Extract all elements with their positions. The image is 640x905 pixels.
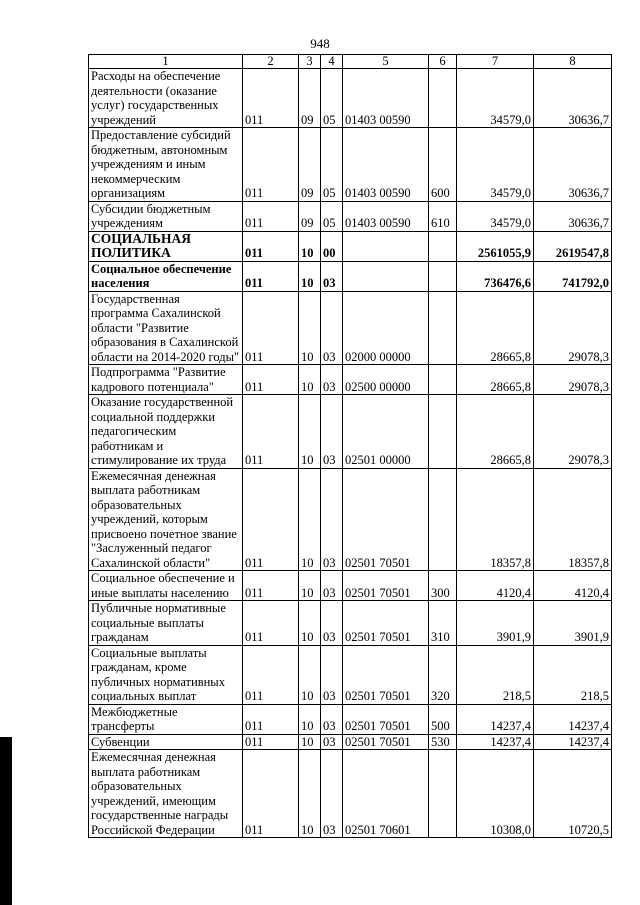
- row-name-cell: Расходы на обеспечение деятельности (оказание услуг) государственных учреждений: [89, 69, 243, 128]
- row-value-cell: 30636,7: [534, 201, 612, 231]
- row-value-cell: 34579,0: [457, 69, 534, 128]
- table-row: [89, 704, 612, 734]
- row-value-cell: 28665,8: [457, 365, 534, 395]
- row-name-cell: Социальные выплаты гражданам, кроме публичных нормативных социальных выплат: [89, 645, 243, 704]
- row-value-cell: 03: [321, 468, 343, 571]
- row-value-cell: 2619547,8: [534, 231, 612, 261]
- row-name-cell: Ежемесячная денежная выплата работникам образовательных учреждений, которым присвоено почетное звание "Заслуженный педагог Сахалинской области": [89, 468, 243, 571]
- row-value-cell: 14237,4: [534, 734, 612, 750]
- row-value-cell: 011: [243, 704, 299, 734]
- row-value-cell: 05: [321, 69, 343, 128]
- table-row: [89, 128, 612, 202]
- table-row: [89, 365, 612, 395]
- col-header: 2: [243, 55, 299, 69]
- row-value-cell: 610: [429, 201, 457, 231]
- row-value-cell: 03: [321, 645, 343, 704]
- row-name-cell: Оказание государственной социальной поддержки педагогическим работникам и стимулирование их труда: [89, 395, 243, 469]
- row-value-cell: 218,5: [534, 645, 612, 704]
- row-value-cell: [429, 395, 457, 469]
- row-value-cell: 03: [321, 734, 343, 750]
- row-value-cell: 03: [321, 704, 343, 734]
- row-value-cell: 09: [299, 128, 321, 202]
- row-value-cell: 14237,4: [534, 704, 612, 734]
- row-value-cell: 011: [243, 201, 299, 231]
- col-header: 3: [299, 55, 321, 69]
- col-header: 6: [429, 55, 457, 69]
- row-value-cell: 300: [429, 571, 457, 601]
- row-value-cell: 10: [299, 231, 321, 261]
- row-value-cell: [429, 231, 457, 261]
- row-name-cell: Ежемесячная денежная выплата работникам образовательных учреждений, имеющим государственные награды Российской Федерации: [89, 750, 243, 838]
- row-value-cell: 29078,3: [534, 395, 612, 469]
- row-value-cell: 03: [321, 261, 343, 291]
- row-value-cell: 10: [299, 601, 321, 646]
- row-value-cell: [429, 365, 457, 395]
- row-value-cell: 10: [299, 291, 321, 365]
- row-name-cell: Государственная программа Сахалинской области "Развитие образования в Сахалинской области на 2014-2020 годы": [89, 291, 243, 365]
- row-value-cell: 05: [321, 201, 343, 231]
- row-value-cell: 03: [321, 395, 343, 469]
- row-value-cell: 00: [321, 231, 343, 261]
- row-value-cell: [343, 261, 429, 291]
- row-value-cell: 10: [299, 365, 321, 395]
- row-name-cell: Предоставление субсидий бюджетным, автономным учреждениям и иным некоммерческим организациям: [89, 128, 243, 202]
- row-value-cell: 530: [429, 734, 457, 750]
- row-value-cell: 03: [321, 571, 343, 601]
- row-value-cell: 14237,4: [457, 704, 534, 734]
- table-row: [89, 261, 612, 291]
- row-value-cell: 011: [243, 645, 299, 704]
- table-row: [89, 291, 612, 365]
- row-value-cell: 011: [243, 601, 299, 646]
- row-value-cell: 09: [299, 201, 321, 231]
- row-value-cell: 320: [429, 645, 457, 704]
- row-value-cell: 30636,7: [534, 128, 612, 202]
- page-number: 948: [310, 36, 330, 51]
- row-value-cell: [429, 750, 457, 838]
- row-value-cell: 29078,3: [534, 291, 612, 365]
- row-name-cell: СОЦИАЛЬНАЯ ПОЛИТИКА: [89, 231, 243, 261]
- row-value-cell: [429, 69, 457, 128]
- table-row: [89, 231, 612, 261]
- row-value-cell: 02501 00000: [343, 395, 429, 469]
- row-value-cell: 011: [243, 468, 299, 571]
- row-value-cell: 011: [243, 571, 299, 601]
- row-value-cell: 4120,4: [457, 571, 534, 601]
- col-header: 7: [457, 55, 534, 69]
- table-row: [89, 645, 612, 704]
- table-row: [89, 571, 612, 601]
- row-value-cell: 3901,9: [534, 601, 612, 646]
- row-value-cell: 05: [321, 128, 343, 202]
- row-value-cell: 011: [243, 261, 299, 291]
- table-row: [89, 201, 612, 231]
- row-name-cell: Социальное обеспечение и иные выплаты населению: [89, 571, 243, 601]
- header-row: [89, 55, 612, 69]
- row-value-cell: 02501 70501: [343, 601, 429, 646]
- row-value-cell: 02501 70501: [343, 645, 429, 704]
- row-value-cell: 10308,0: [457, 750, 534, 838]
- row-value-cell: 011: [243, 291, 299, 365]
- row-value-cell: 02500 00000: [343, 365, 429, 395]
- row-value-cell: 01403 00590: [343, 201, 429, 231]
- row-value-cell: 10: [299, 750, 321, 838]
- row-value-cell: 011: [243, 128, 299, 202]
- table-row: [89, 69, 612, 128]
- row-value-cell: 10720,5: [534, 750, 612, 838]
- row-value-cell: 03: [321, 365, 343, 395]
- row-value-cell: 10: [299, 468, 321, 571]
- row-value-cell: 02501 70501: [343, 571, 429, 601]
- row-value-cell: 18357,8: [534, 468, 612, 571]
- row-value-cell: 736476,6: [457, 261, 534, 291]
- row-value-cell: 741792,0: [534, 261, 612, 291]
- row-value-cell: 2561055,9: [457, 231, 534, 261]
- row-value-cell: 10: [299, 734, 321, 750]
- row-value-cell: 02501 70501: [343, 734, 429, 750]
- row-value-cell: 02501 70601: [343, 750, 429, 838]
- row-name-cell: Социальное обеспечение населения: [89, 261, 243, 291]
- row-value-cell: 10: [299, 704, 321, 734]
- col-header: 1: [89, 55, 243, 69]
- scan-edge-bar: [0, 737, 12, 905]
- row-value-cell: 03: [321, 750, 343, 838]
- row-value-cell: 18357,8: [457, 468, 534, 571]
- row-value-cell: 011: [243, 69, 299, 128]
- row-value-cell: 500: [429, 704, 457, 734]
- row-value-cell: 02501 70501: [343, 704, 429, 734]
- row-value-cell: 011: [243, 365, 299, 395]
- row-value-cell: 34579,0: [457, 201, 534, 231]
- row-value-cell: [429, 468, 457, 571]
- row-value-cell: 10: [299, 395, 321, 469]
- col-header: 5: [343, 55, 429, 69]
- table-row: [89, 468, 612, 571]
- row-value-cell: 29078,3: [534, 365, 612, 395]
- row-value-cell: 600: [429, 128, 457, 202]
- row-value-cell: 011: [243, 231, 299, 261]
- row-value-cell: 02000 00000: [343, 291, 429, 365]
- row-value-cell: 3901,9: [457, 601, 534, 646]
- table-row: [89, 750, 612, 838]
- row-value-cell: 011: [243, 734, 299, 750]
- row-value-cell: 28665,8: [457, 395, 534, 469]
- row-name-cell: Публичные нормативные социальные выплаты гражданам: [89, 601, 243, 646]
- row-value-cell: 03: [321, 291, 343, 365]
- row-value-cell: 011: [243, 395, 299, 469]
- table-row: [89, 601, 612, 646]
- col-header: 8: [534, 55, 612, 69]
- row-value-cell: 01403 00590: [343, 128, 429, 202]
- row-value-cell: 02501 70501: [343, 468, 429, 571]
- row-value-cell: 09: [299, 69, 321, 128]
- row-value-cell: 218,5: [457, 645, 534, 704]
- row-value-cell: [343, 231, 429, 261]
- table-row: [89, 395, 612, 469]
- row-value-cell: 10: [299, 645, 321, 704]
- row-value-cell: 03: [321, 601, 343, 646]
- row-value-cell: 30636,7: [534, 69, 612, 128]
- row-value-cell: 4120,4: [534, 571, 612, 601]
- row-name-cell: Межбюджетные трансферты: [89, 704, 243, 734]
- row-value-cell: 011: [243, 750, 299, 838]
- row-name-cell: Субсидии бюджетным учреждениям: [89, 201, 243, 231]
- row-value-cell: 10: [299, 571, 321, 601]
- table-row: [89, 734, 612, 750]
- row-value-cell: 310: [429, 601, 457, 646]
- row-value-cell: 14237,4: [457, 734, 534, 750]
- row-name-cell: Субвенции: [89, 734, 243, 750]
- col-header: 4: [321, 55, 343, 69]
- row-value-cell: 01403 00590: [343, 69, 429, 128]
- row-value-cell: [429, 261, 457, 291]
- row-value-cell: 10: [299, 261, 321, 291]
- row-value-cell: 28665,8: [457, 291, 534, 365]
- row-value-cell: [429, 291, 457, 365]
- row-value-cell: 34579,0: [457, 128, 534, 202]
- row-name-cell: Подпрограмма "Развитие кадрового потенциала": [89, 365, 243, 395]
- budget-table: [88, 54, 612, 838]
